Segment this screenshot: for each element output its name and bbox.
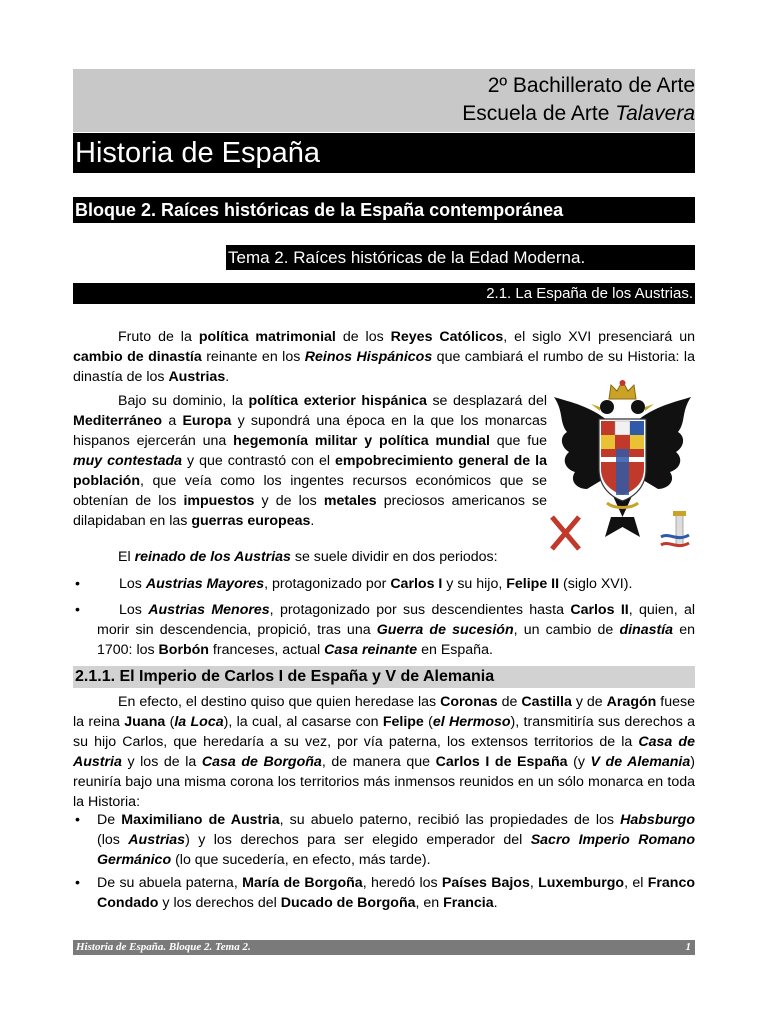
text-run: se suele dividir en dos periodos: xyxy=(290,549,498,565)
text-run: cambio de dinastía xyxy=(73,349,202,365)
text-run: dinastía xyxy=(619,622,674,638)
text-run: Casa de Borgoña xyxy=(201,754,322,770)
text-run: , el xyxy=(624,875,648,891)
text-run: el Hermoso xyxy=(432,714,511,730)
text-run: Europa xyxy=(182,413,232,429)
text-run: ) reuniría bajo una misma corona los territorios más inmensos reunidos en un sólo monarca en toda la Historia: xyxy=(73,754,695,810)
text-run: Juana xyxy=(124,714,166,730)
text-run: empobrecimiento general de la población xyxy=(73,453,548,489)
section-heading: 2.1.1. El Imperio de Carlos I de España y V de Alemania xyxy=(73,666,695,688)
text-run: Fruto de la xyxy=(118,329,199,345)
text-run: y su hijo, xyxy=(442,576,507,592)
text-run: Aragón xyxy=(606,694,657,710)
text-run: Austrias Mayores xyxy=(145,576,265,592)
text-run: ( xyxy=(165,714,175,730)
text-run: En efecto, el destino quiso que quien heredase las xyxy=(118,694,441,710)
text-run: (lo que sucedería, en efecto, más tarde). xyxy=(171,852,431,868)
text-run: la Loca xyxy=(174,714,224,730)
text-run: a xyxy=(162,413,183,429)
text-run: Felipe II xyxy=(506,576,560,592)
text-run: , protagonizado por xyxy=(264,576,391,592)
bullet-mark: • xyxy=(75,875,80,891)
text-run: en España. xyxy=(417,642,493,658)
list-item-text xyxy=(97,873,695,913)
text-run: , protagonizado por sus descendientes hasta xyxy=(269,602,571,618)
text-run: Los xyxy=(119,602,149,618)
text-run: Castilla xyxy=(521,694,572,710)
text-run: Austrias Menores xyxy=(148,602,270,618)
paragraph-politica-exterior xyxy=(73,391,547,531)
text-run: muy contestada xyxy=(73,453,183,469)
text-run: ), transmitiría sus derechos a su hijo Carlos, que heredaría a su vez, por vía paterna, los extensos territorios de la xyxy=(73,714,696,750)
text-run: , heredó los xyxy=(362,875,442,891)
list-item xyxy=(73,873,695,913)
page-footer xyxy=(73,940,695,955)
text-run: reinante en los xyxy=(201,349,305,365)
text-run: , de manera que xyxy=(321,754,436,770)
list-item xyxy=(73,600,695,660)
footer-text: Historia de España. Bloque 2. Tema 2. xyxy=(76,941,251,953)
text-run: Guerra de sucesión xyxy=(376,622,514,638)
school-city: Talavera xyxy=(615,102,695,125)
text-run: (siglo XVI). xyxy=(559,576,633,592)
text-run: De xyxy=(97,812,122,828)
text-run: Borbón xyxy=(158,642,209,658)
school-name: Escuela de Arte xyxy=(462,102,616,125)
text-run: , xyxy=(529,875,539,891)
text-run: Países Bajos xyxy=(441,875,530,891)
text-run: Luxemburgo xyxy=(538,875,625,891)
course-line: 2º Bachillerato de Arte xyxy=(487,74,695,97)
text-run: Carlos II xyxy=(570,602,629,618)
text-run: se desplazará del xyxy=(426,393,547,409)
text-run: Carlos I xyxy=(390,576,443,592)
text-run: , su abuelo paterno, recibió las propiedades de los xyxy=(279,812,621,828)
text-run: Bajo su dominio, la xyxy=(118,393,249,409)
text-run: V de Alemania xyxy=(590,754,691,770)
text-run: Franco Condado xyxy=(97,875,696,911)
text-run: , el siglo XVI presenciará un xyxy=(503,329,696,345)
text-run: guerras europeas xyxy=(191,513,311,529)
text-run: Habsburgo xyxy=(620,812,696,828)
bullet-mark: • xyxy=(75,602,80,618)
text-run: Carlos I de España xyxy=(435,754,568,770)
text-run: metales xyxy=(323,493,377,509)
list-item-text xyxy=(97,600,695,660)
list-item-text xyxy=(97,574,695,594)
text-run: Francia xyxy=(443,895,494,911)
text-run: Reinos Hispánicos xyxy=(304,349,433,365)
subtema-heading: 2.1. La España de los Austrias. xyxy=(73,283,695,304)
text-run: El xyxy=(118,549,135,565)
text-run: Austrias xyxy=(168,369,226,385)
text-run: política matrimonial xyxy=(198,329,336,345)
text-run: Coronas xyxy=(440,694,498,710)
text-run: política exterior hispánica xyxy=(248,393,427,409)
text-run: Casa de Austria xyxy=(73,734,695,770)
bullet-mark: • xyxy=(75,576,80,592)
text-run: . xyxy=(493,895,498,911)
habsburg-eagle-crest-icon xyxy=(549,377,696,557)
text-run: María de Borgoña xyxy=(242,875,363,891)
text-run: Ducado de Borgoña xyxy=(280,895,416,911)
text-run: Casa reinante xyxy=(324,642,418,658)
text-run: (y xyxy=(567,754,591,770)
list-item-text xyxy=(97,810,695,870)
text-run: De su abuela paterna, xyxy=(97,875,243,891)
text-run: , quien, al morir sin descendencia, propició, tras una xyxy=(97,602,696,638)
text-run: y de xyxy=(571,694,607,710)
text-run: Austrias xyxy=(128,832,186,848)
text-run: preciosos americanos se dilapidaban en las xyxy=(73,493,548,529)
text-run: ) y los derechos para ser elegido emperador del xyxy=(185,832,531,848)
list-item xyxy=(73,810,695,870)
text-run: (los xyxy=(97,832,129,848)
page-number: 1 xyxy=(685,941,691,953)
text-run: que cambiará el rumbo de su Historia: la dinastía de los xyxy=(73,349,695,385)
text-run: Maximiliano de Austria xyxy=(121,812,280,828)
text-run: franceses, actual xyxy=(208,642,325,658)
text-run: que fue xyxy=(489,433,547,449)
text-run: fuese la reina xyxy=(73,694,695,730)
text-run: y supondrá una época en la que los monarcas hispanos ejercerán una xyxy=(73,413,547,449)
text-run: impuestos xyxy=(183,493,255,509)
tema-heading: Tema 2. Raíces históricas de la Edad Moderna. xyxy=(226,245,695,270)
paragraph-imperio xyxy=(73,692,695,812)
text-run: Reyes Católicos xyxy=(390,329,504,345)
text-run: , que veía como los ingentes recursos económicos que se obtenían de los xyxy=(73,473,547,509)
text-run: Los xyxy=(119,576,146,592)
text-run: y que contrastó con el xyxy=(182,453,335,469)
text-run: Sacro Imperio Romano Germánico xyxy=(97,832,695,868)
text-run: hegemonía militar y política mundial xyxy=(233,433,490,449)
text-run: . xyxy=(225,369,230,385)
bloque-heading: Bloque 2. Raíces históricas de la España contemporánea xyxy=(73,197,695,223)
text-run: en 1700: los xyxy=(97,622,695,658)
page-title: Historia de España xyxy=(73,133,695,173)
text-run: de los xyxy=(335,329,391,345)
text-run: Felipe xyxy=(382,714,424,730)
text-run: y los de la xyxy=(121,754,202,770)
text-run: de xyxy=(497,694,522,710)
text-run: , un cambio de xyxy=(513,622,620,638)
bullet-mark: • xyxy=(75,812,80,828)
text-run: Mediterráneo xyxy=(73,413,163,429)
course-header xyxy=(73,69,695,132)
text-run: , en xyxy=(415,895,444,911)
text-run: y los derechos del xyxy=(158,895,281,911)
text-run: reinado de los Austrias xyxy=(134,549,291,565)
text-run: . xyxy=(310,513,315,529)
text-run: ( xyxy=(423,714,433,730)
school-line xyxy=(73,100,695,128)
text-run: ), la cual, al casarse con xyxy=(223,714,383,730)
list-item xyxy=(73,574,695,594)
text-run: y de los xyxy=(254,493,324,509)
